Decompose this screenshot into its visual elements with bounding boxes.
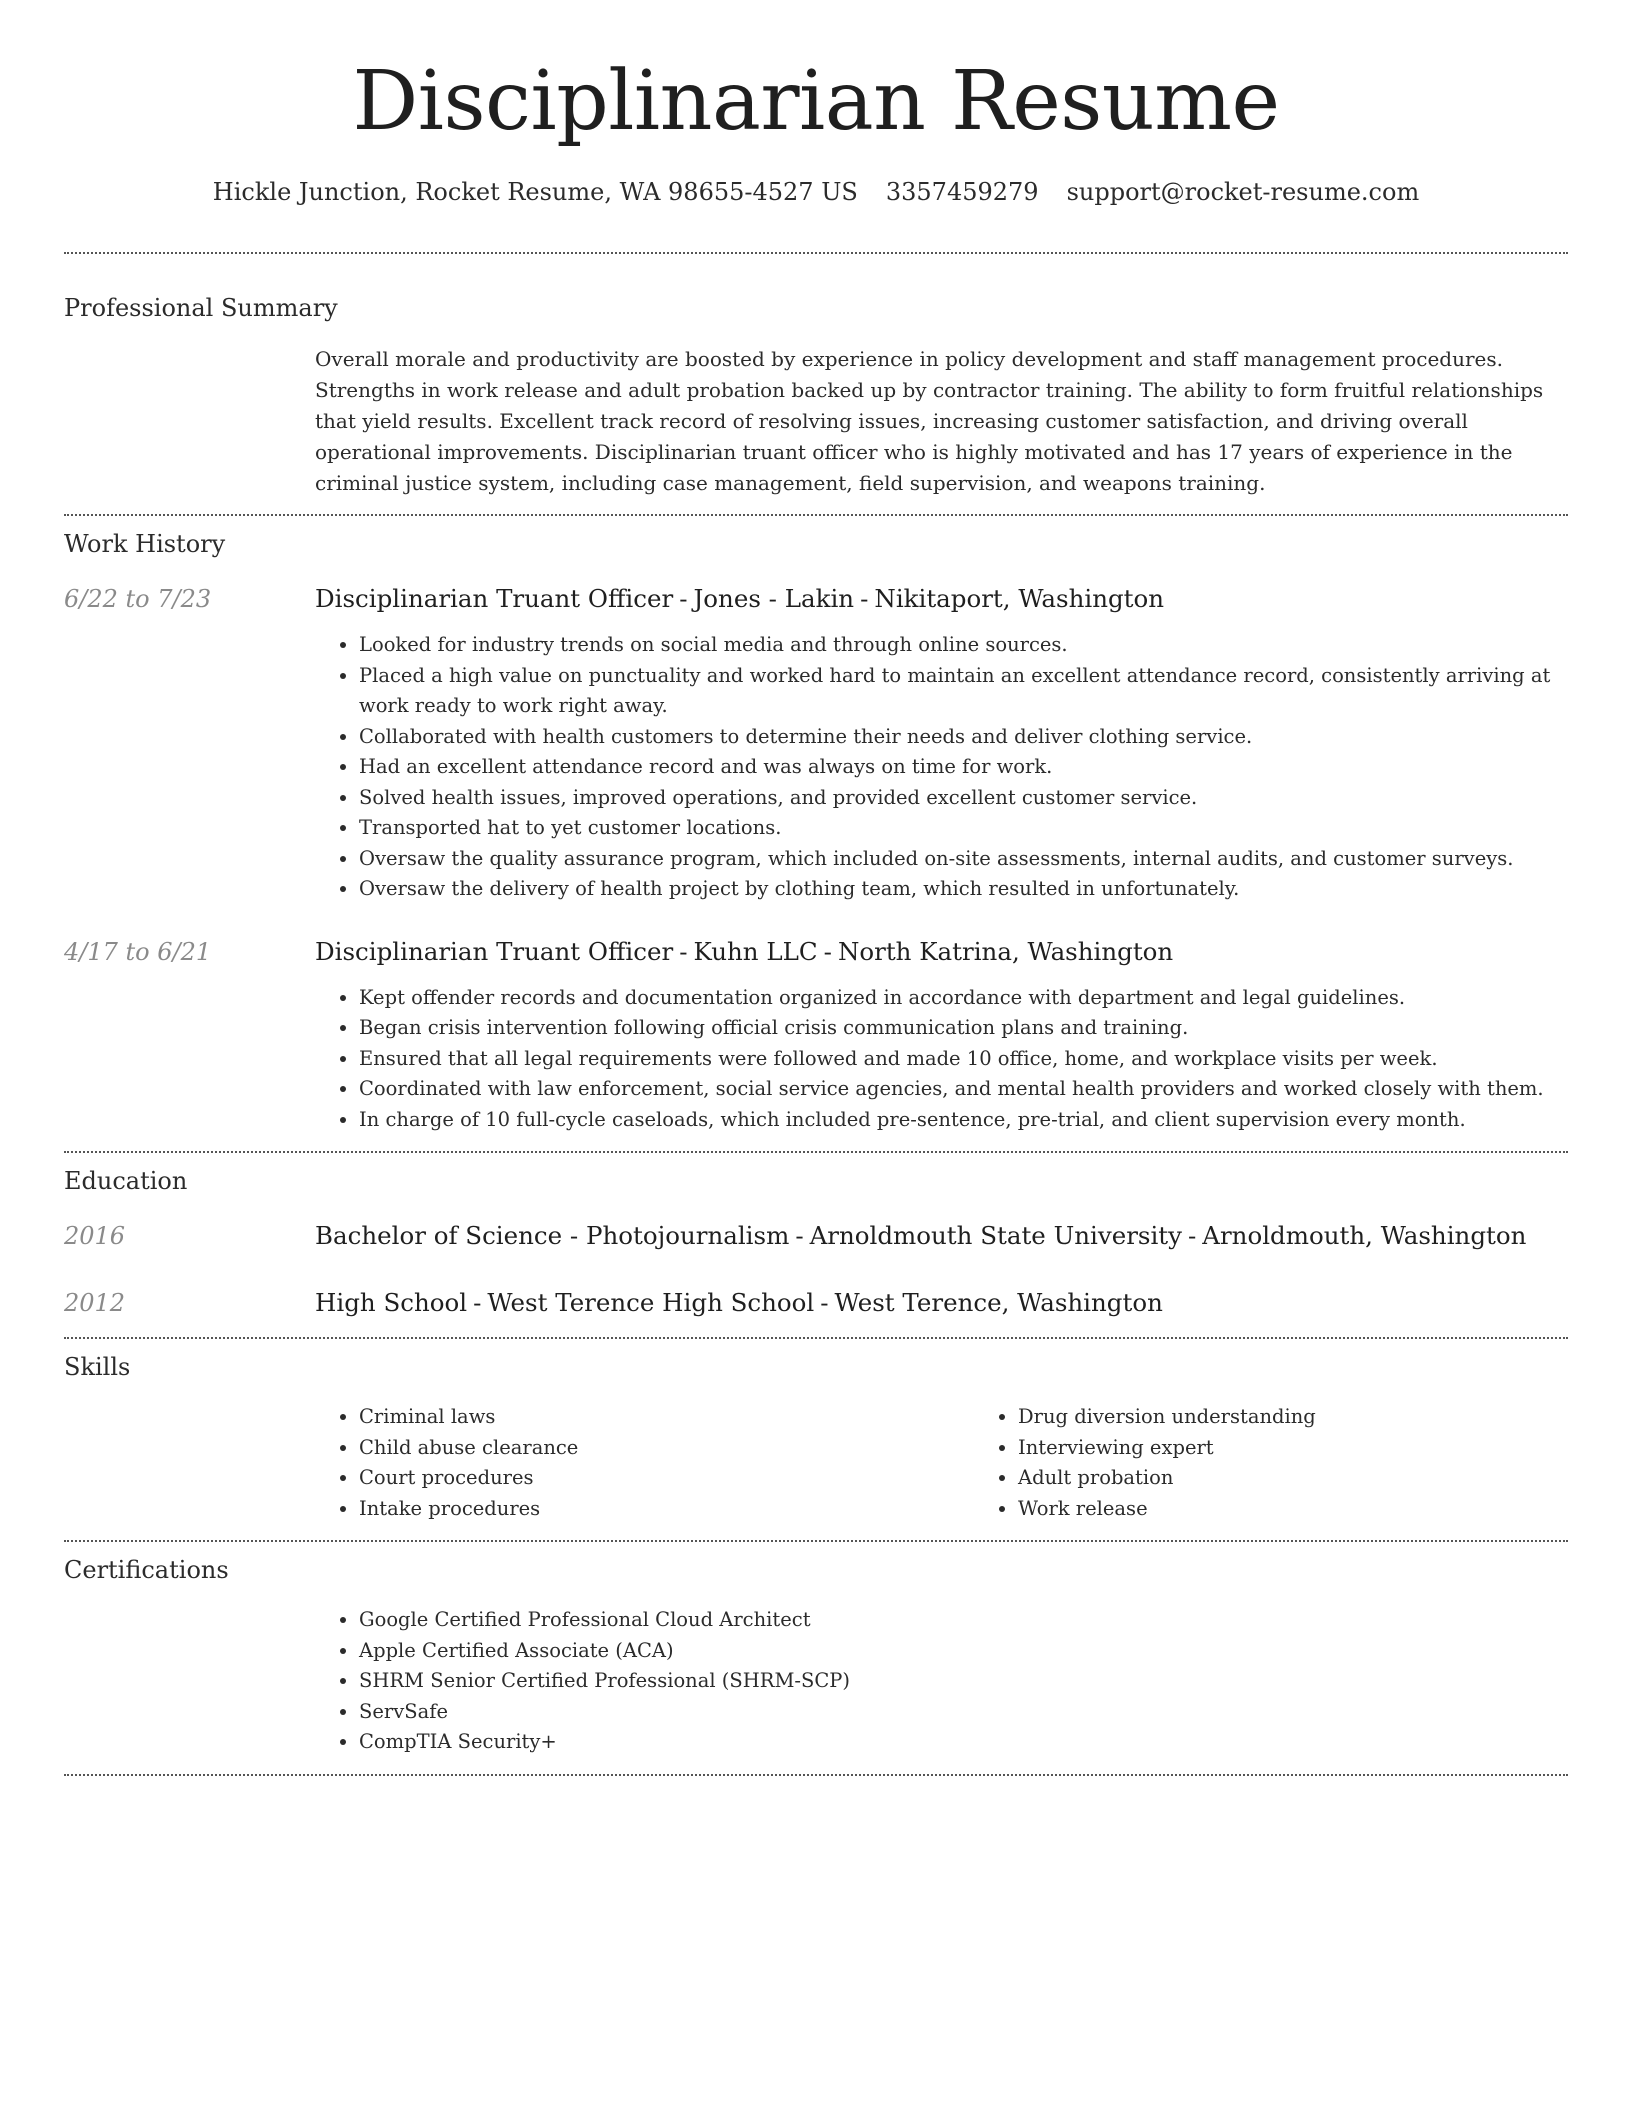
education-heading: High School - West Terence High School - West Terence, Washington [315,1288,1163,1317]
list-item: • Collaborated with health customers to determine their needs and deliver clothing service. [359,722,1568,753]
skill-item: • Adult probation [1018,1463,1632,1494]
divider [64,1151,1568,1153]
job-bullets [315,630,1568,905]
section-title-skills: Skills [64,1353,131,1381]
education-year: 2016 [64,1222,126,1250]
skills-column [974,1402,1632,1524]
list-item: • Solved health issues, improved operations, and provided excellent customer service. [359,783,1568,814]
list-item: • Began crisis intervention following official crisis communication plans and training. [359,1013,1568,1044]
address: Hickle Junction, Rocket Resume, WA 98655-4527 US [212,178,858,206]
job-company: Kuhn LLC [693,936,818,966]
list-item: • Looked for industry trends on social media and through online sources. [359,630,1568,661]
job-dates: 6/22 to 7/23 [64,585,212,613]
education-school: West Terence High School [487,1288,815,1317]
list-item: • In charge of 10 full-cycle caseloads, which included pre-sentence, pre-trial, and client supervision every month. [359,1105,1568,1136]
resume-page [64,0,1568,1776]
divider [64,252,1568,254]
skills-list [315,1402,1568,1524]
skill-item: • Interviewing expert [1018,1433,1632,1464]
job-location: Nikitaport, Washington [874,584,1165,613]
divider [64,514,1568,516]
section-title-education: Education [64,1167,188,1195]
list-item: • Coordinated with law enforcement, social service agencies, and mental health providers and worked closely with them. [359,1074,1568,1105]
section-title-summary: Professional Summary [64,294,338,322]
skill-item: • Court procedures [359,1463,974,1494]
divider [64,1540,1568,1542]
certifications-list [315,1605,1568,1758]
phone: 3357459279 [885,178,1039,206]
job-bullets [315,983,1568,1136]
education-location: Arnoldmouth, Washington [1202,1221,1527,1250]
education-degree: High School [315,1288,468,1317]
certification-item: • CompTIA Security+ [359,1727,1568,1758]
job-company: Jones - Lakin [693,584,855,613]
job-location: North Katrina, Washington [837,936,1174,966]
divider [64,1774,1568,1776]
skills-column [315,1402,974,1524]
certification-item: • Apple Certified Associate (ACA) [359,1636,1568,1667]
skill-item: • Child abuse clearance [359,1433,974,1464]
certification-item: • SHRM Senior Certified Professional (SHRM-SCP) [359,1666,1568,1697]
section-title-certifications: Certifications [64,1556,229,1584]
list-item: • Oversaw the delivery of health project by clothing team, which resulted in unfortunately. [359,874,1568,905]
job-entry [64,582,1568,905]
skill-item: • Criminal laws [359,1402,974,1433]
divider [64,1337,1568,1339]
resume-title: Disciplinarian Resume [352,54,1280,149]
education-degree: Bachelor of Science - Photojournalism [315,1221,790,1250]
list-item: • Placed a high value on punctuality and worked hard to maintain an excellent attendance record, consistently arriving at work ready to work right away. [359,661,1568,722]
education-entry [64,1219,1568,1253]
certification-item: • ServSafe [359,1697,1568,1728]
education-heading: Bachelor of Science - Photojournalism - Arnoldmouth State University - Arnoldmouth, Washington [315,1221,1527,1250]
email: support@rocket-resume.com [1066,178,1420,206]
job-heading: Disciplinarian Truant Officer - Jones - Lakin - Nikitaport, Washington [315,584,1165,613]
summary-text: Overall morale and productivity are boosted by experience in policy development and staff management procedures. Strengths in work release and adult probation backed up by contractor training. The ability to form fruitful relationships that yield results. Excellent track record of resolving issues, increasing customer satisfaction, and driving overall operational improvements. Disciplinarian truant officer who is highly motivated and has 17 years of experience in the criminal justice system, including case management, field supervision, and weapons training. [315,347,1544,495]
list-item: • Oversaw the quality assurance program, which included on-site assessments, internal audits, and customer surveys. [359,844,1568,875]
job-position: Disciplinarian Truant Officer [315,936,674,966]
job-entry [64,935,1568,1136]
job-position: Disciplinarian Truant Officer [315,584,674,613]
section-title-work-history: Work History [64,530,226,558]
certification-item: • Google Certified Professional Cloud Architect [359,1605,1568,1636]
education-location: West Terence, Washington [834,1288,1163,1317]
skill-item: • Drug diversion understanding [1018,1402,1632,1433]
list-item: • Transported hat to yet customer locations. [359,813,1568,844]
job-dates: 4/17 to 6/21 [64,937,212,966]
skill-item: • Intake procedures [359,1494,974,1525]
job-heading: Disciplinarian Truant Officer - Kuhn LLC - North Katrina, Washington [315,936,1174,966]
education-entry [64,1286,1568,1320]
list-item: • Had an excellent attendance record and was always on time for work. [359,752,1568,783]
education-year: 2012 [64,1289,126,1317]
list-item: • Kept offender records and documentation organized in accordance with department and legal guidelines. [359,983,1568,1014]
contact-line [64,176,1568,208]
list-item: • Ensured that all legal requirements were followed and made 10 office, home, and workplace visits per week. [359,1044,1568,1075]
skill-item: • Work release [1018,1494,1632,1525]
education-school: Arnoldmouth State University [809,1221,1182,1250]
